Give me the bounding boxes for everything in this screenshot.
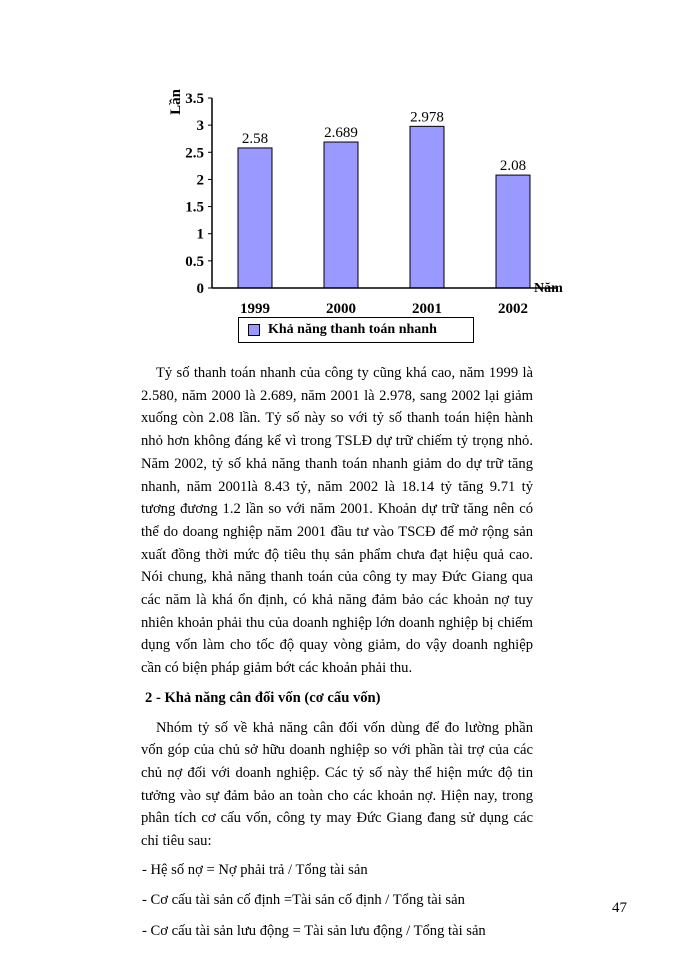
legend-label: Khả năng thanh toán nhanh [268,322,437,337]
x-tick-label-2002: 2002 [498,301,528,317]
bar-2002 [496,175,530,288]
y-tick-label: 0 [196,281,204,297]
legend-swatch [248,324,260,336]
bar-2000 [324,142,358,288]
data-label-2002: 2.08 [499,158,527,175]
x-tick-label-2000: 2000 [326,301,356,317]
bullet-debt-ratio: - Hệ số nợ = Nợ phải trả / Tổng tài sản [142,861,368,878]
y-tick-label: 1 [196,226,204,243]
data-label-1999: 2.58 [241,130,269,147]
section-heading: 2 - Khả năng cân đối vốn (cơ cấu vốn) [145,689,381,706]
x-axis-label: Năm [534,281,563,296]
y-axis-label: Lần [168,89,184,115]
y-tick-label: 3 [196,118,204,135]
data-label-2000: 2.689 [324,125,358,142]
paragraph-quick-ratio: Tỷ số thanh toán nhanh của công ty cũng khá cao, năm 1999 là 2.580, năm 2000 là 2.689, năm 2001 là 2.978, sang 2002 lại giảm xuống còn 2.08 lần. Tỷ số này so với tỷ số thanh toán hiện hành nhỏ hơn không đáng kể vì trong TSLĐ dự trữ chiếm tỷ trọng nhỏ. Năm 2002, tỷ số khả năng thanh toán nhanh giảm do dự trữ tăng nhanh, năm 2001là 8.43 tỷ, năm 2002 là 18.14 tỷ tăng 9.71 tỷ tương đương 1.2 lần so với năm 2001. Khoản dự trữ tăng nên có thể do doang nghiệp năm 2001 đầu tư vào TSCĐ để mở rộng sản xuất đồng thời mức độ tiêu thụ sản phẩm chưa đạt hiệu quả cao. Nói chung, khả năng thanh toán của công ty may Đức Giang qua các năm là khá ổn định, có khả năng đảm bảo các khoản nợ tuy nhiên khoản phải thu của doanh nghiệp lớn doanh nghiệp bị chiếm dụng vốn làm cho tốc độ quay vòng giảm, do vậy doanh nghiệp cần có biện pháp giảm bớt các khoản phải thu. [141,365,533,677]
y-tick-label: 0.5 [185,253,204,270]
x-tick-label-1999: 1999 [240,301,270,317]
bar-1999 [238,148,272,288]
y-tick-label: 2.5 [185,145,204,162]
document-body [141,362,533,945]
y-tick-label: 1.5 [185,199,204,216]
page-number: 47 [612,900,627,916]
data-label-2001: 2.978 [410,109,444,126]
bullet-fixed-assets: - Cơ cấu tài sản cố định =Tài sản cố định / Tổng tài sản [142,892,465,909]
y-tick-label: 3.5 [185,91,204,107]
x-tick-label-2001: 2001 [412,301,442,317]
bar-2001 [410,126,444,288]
paragraph-capital-structure: Nhóm tỷ số về khả năng cân đối vốn dùng để đo lường phần vốn góp của chủ sở hữu doanh nghiệp so với phần tài trợ của các chủ nợ đối với doanh nghiệp. Các tỷ số này thể hiện mức độ tin tưởng vào sự đảm bảo an toàn cho các khoản nợ. Hiện nay, trong phân tích cơ cấu vốn, công ty may Đức Giang đang sử dụng các chỉ tiêu sau: [141,719,533,850]
bullet-current-assets: - Cơ cấu tài sản lưu động = Tài sản lưu động / Tổng tài sản [142,923,486,940]
bar-chart [0,0,700,320]
y-tick-label: 2 [196,172,204,189]
chart-legend [238,317,474,343]
